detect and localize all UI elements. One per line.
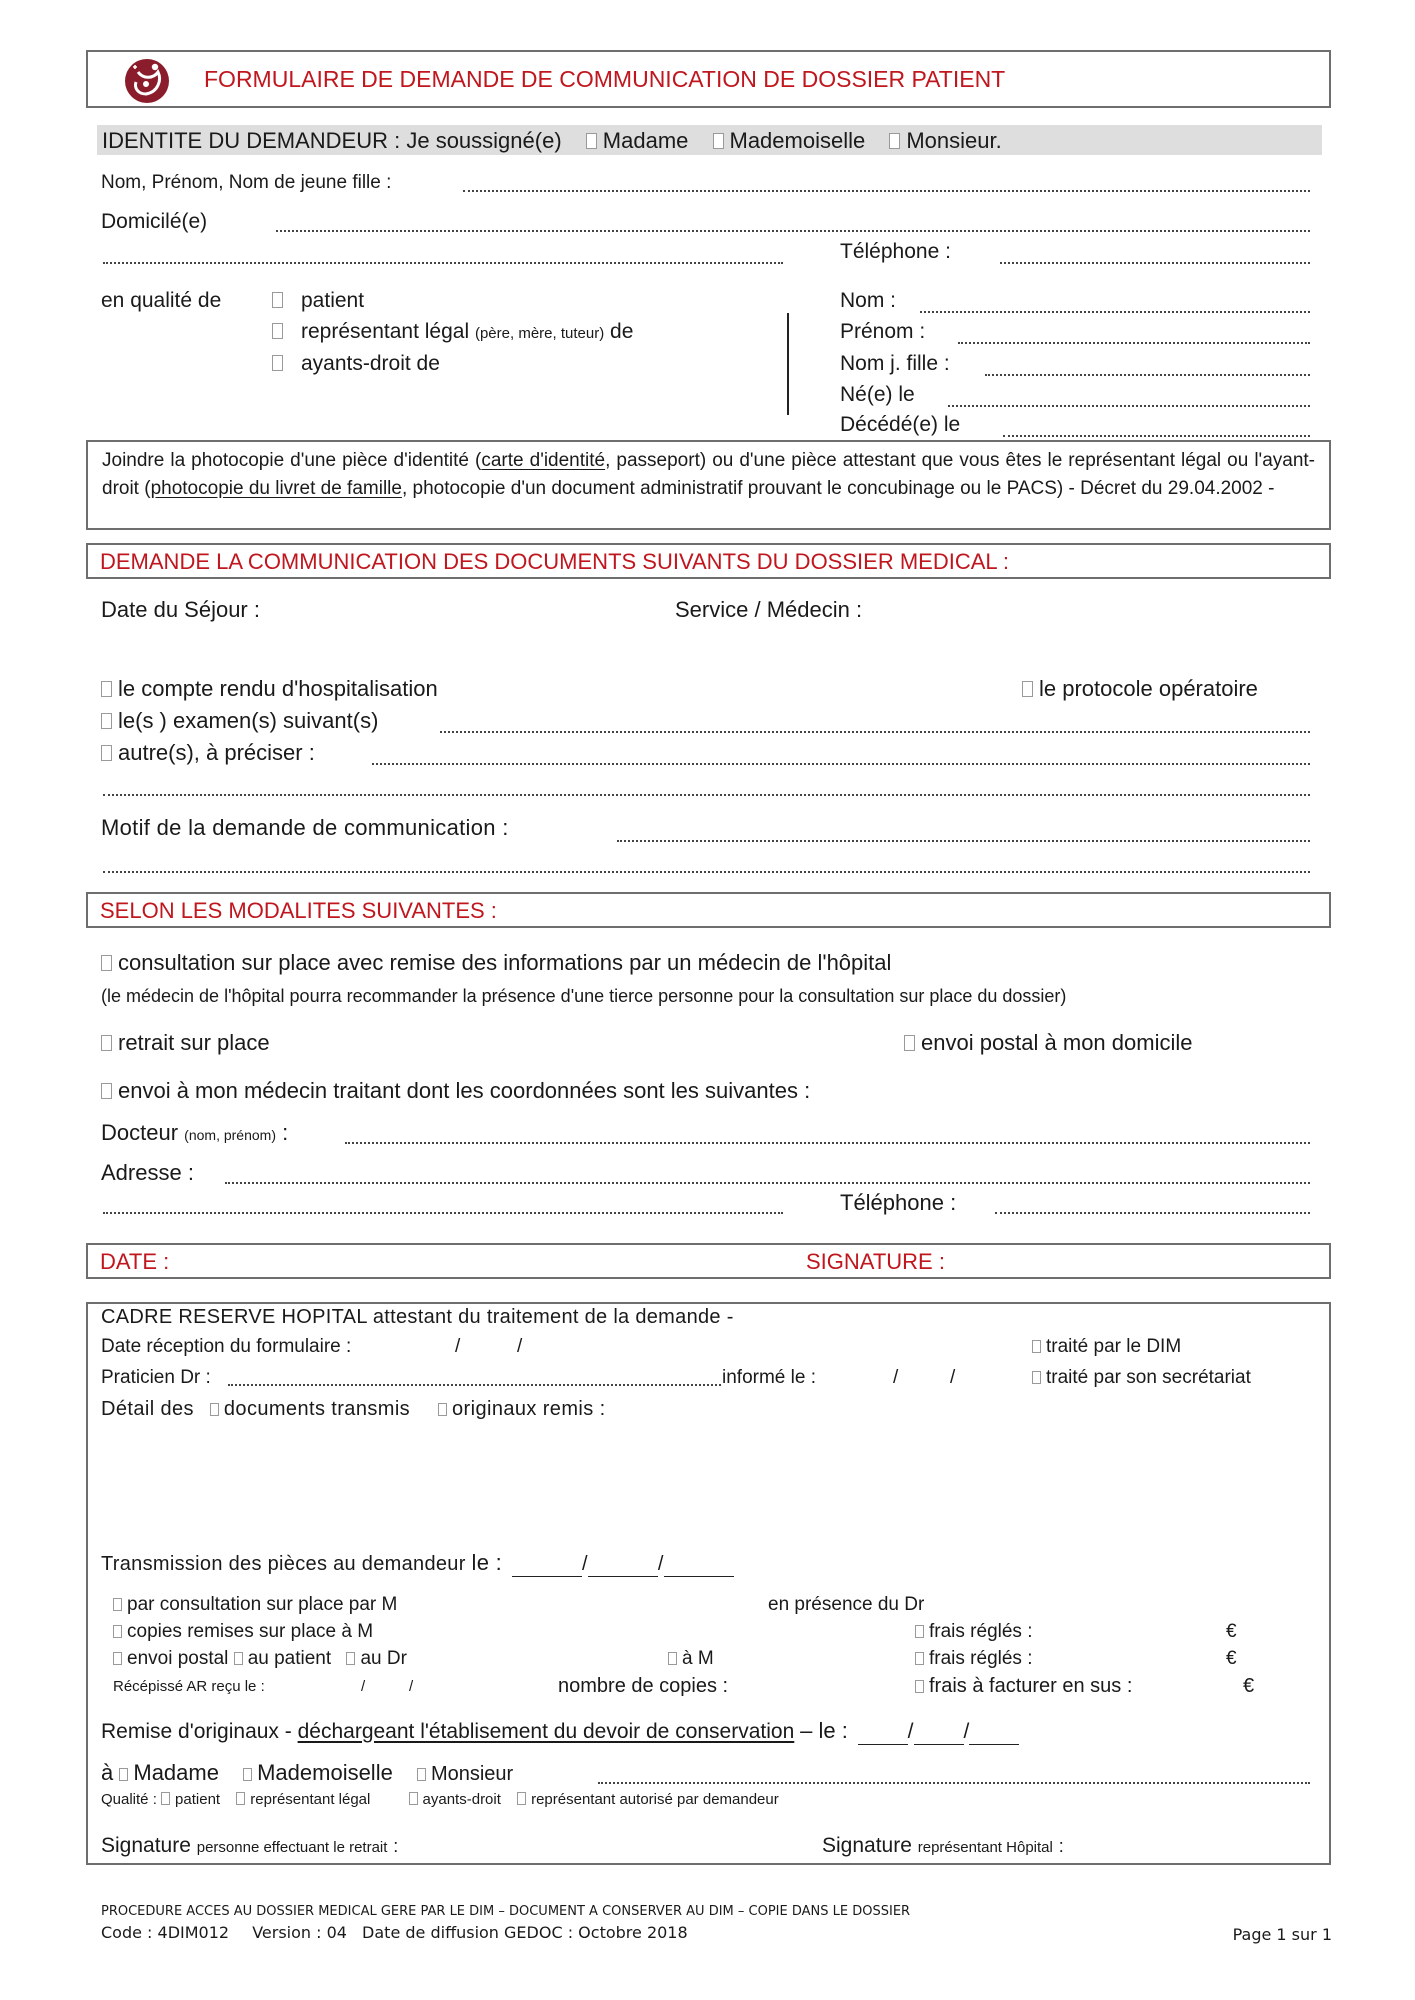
patient-maiden-label: Nom j. fille :: [840, 352, 950, 375]
checkbox[interactable]: [210, 1403, 219, 1416]
doc-option-other[interactable]: [101, 740, 315, 766]
originals-row: [101, 1718, 1019, 1745]
option-fees-extra[interactable]: [915, 1675, 1132, 1698]
checkbox[interactable]: [101, 1035, 112, 1051]
checkbox[interactable]: [904, 1035, 915, 1051]
practitioner-label: Praticien Dr :: [101, 1367, 211, 1388]
domicile-field-line2[interactable]: [103, 262, 783, 264]
checkbox[interactable]: [915, 1680, 924, 1693]
recipient-mademoiselle[interactable]: [243, 1760, 393, 1785]
modality-pickup[interactable]: [101, 1030, 270, 1056]
option-copies-onsite[interactable]: [113, 1621, 373, 1643]
checkbox[interactable]: [409, 1792, 418, 1805]
practitioner-field[interactable]: [228, 1384, 721, 1386]
modality-onsite-label: consultation sur place avec remise des informations par un médecin de l'hôpital: [118, 950, 892, 975]
receipt-slash-1: /: [361, 1678, 366, 1695]
checkbox[interactable]: [113, 1625, 122, 1638]
quality-label: Qualité :: [101, 1791, 157, 1808]
option-to-patient-label: au patient: [247, 1648, 332, 1669]
checkbox[interactable]: [161, 1792, 170, 1805]
option-to-m[interactable]: [668, 1648, 714, 1670]
checkbox[interactable]: [243, 1768, 252, 1781]
checkbox[interactable]: [272, 292, 283, 308]
doctor-phone-label: Téléphone :: [840, 1190, 957, 1215]
vertical-divider: [787, 313, 789, 415]
date-signature-bar: [86, 1243, 1331, 1279]
doctor-label-text: Docteur: [101, 1120, 179, 1145]
checkbox[interactable]: [113, 1598, 122, 1611]
checkbox[interactable]: [668, 1652, 677, 1665]
patient-death-field[interactable]: [1003, 435, 1310, 437]
form-header: [86, 50, 1331, 108]
option-docs-sent[interactable]: [210, 1398, 410, 1420]
doctor-label-note: (nom, prénom): [184, 1127, 276, 1143]
domicile-field[interactable]: [276, 230, 1310, 232]
capacity-patient-label: patient: [301, 289, 365, 312]
doc-option-exams-label: le(s ) examen(s) suivant(s): [118, 708, 379, 733]
informed-slash-1: /: [893, 1367, 899, 1388]
signature-left: [101, 1834, 398, 1858]
checkbox[interactable]: [101, 713, 112, 729]
checkbox[interactable]: [438, 1403, 447, 1416]
doctor-phone-field[interactable]: [995, 1212, 1310, 1214]
domicile-label: Domicilé(e): [101, 210, 208, 233]
doc-option-hospital-report[interactable]: [101, 676, 438, 702]
checkbox[interactable]: [236, 1792, 245, 1805]
checkbox[interactable]: [113, 1652, 122, 1665]
signature-left-colon: :: [393, 1836, 399, 1856]
option-originals[interactable]: [438, 1398, 606, 1420]
doc-option-hospital-report-label: le compte rendu d'hospitalisation: [118, 676, 438, 701]
checkbox[interactable]: [101, 745, 112, 761]
option-dim-label: traité par le DIM: [1046, 1336, 1182, 1357]
originals-day[interactable]: [858, 1720, 908, 1745]
quality-patient-label: patient: [175, 1791, 221, 1808]
originals-month[interactable]: [914, 1720, 964, 1745]
quality-row: [101, 1791, 779, 1808]
recipient-madame[interactable]: [119, 1760, 219, 1785]
checkbox[interactable]: [272, 355, 283, 371]
doc-option-other-label: autre(s), à préciser :: [118, 740, 315, 765]
checkbox[interactable]: [517, 1792, 526, 1805]
option-copies-onsite-label: copies remises sur place à M: [127, 1621, 374, 1642]
modality-mail-home-label: envoi postal à mon domicile: [921, 1030, 1193, 1055]
quality-patient[interactable]: [161, 1791, 220, 1808]
checkbox[interactable]: [1022, 681, 1033, 697]
civility-mademoiselle[interactable]: [713, 128, 866, 153]
footer-procedure: PROCEDURE ACCES AU DOSSIER MEDICAL GERE PAR LE DIM – DOCUMENT A CONSERVER AU DIM – COPIE DANS LE DOSSIER: [101, 1904, 911, 1919]
transmission-year[interactable]: [664, 1553, 734, 1577]
currency-3: €: [1243, 1675, 1255, 1697]
stay-date-label: Date du Séjour :: [101, 597, 260, 622]
signature-right-label: Signature: [822, 1834, 912, 1857]
modality-mail-home[interactable]: [904, 1030, 1192, 1056]
modality-pickup-label: retrait sur place: [118, 1030, 270, 1055]
modality-to-doctor[interactable]: [101, 1078, 810, 1104]
footer-diffusion: Date de diffusion GEDOC : Octobre 2018: [362, 1923, 688, 1942]
reception-slash-2: /: [517, 1336, 523, 1357]
identity-heading: [102, 128, 1002, 154]
reception-slash-1: /: [455, 1336, 461, 1357]
recipient-monsieur-label: Monsieur: [430, 1763, 514, 1785]
patient-birth-field[interactable]: [948, 405, 1310, 407]
recipient-madame-label: Madame: [133, 1760, 219, 1785]
option-originals-label: originaux remis :: [452, 1398, 606, 1420]
option-fees-extra-label: frais à facturer en sus :: [929, 1675, 1133, 1697]
option-to-patient[interactable]: [234, 1648, 331, 1669]
signature-right: [822, 1834, 1064, 1858]
checkbox[interactable]: [1032, 1371, 1041, 1384]
originals-le: – le :: [800, 1718, 848, 1743]
option-to-dr-label: au Dr: [360, 1648, 407, 1669]
transmission-le: le :: [471, 1550, 503, 1575]
footer-code: Code : 4DIM012: [101, 1923, 230, 1942]
originals-year[interactable]: [969, 1720, 1019, 1745]
doc-option-operative-protocol[interactable]: [1022, 676, 1258, 702]
doc-option-operative-protocol-label: le protocole opératoire: [1039, 676, 1258, 701]
originals-label: Remise d'originaux -: [101, 1720, 292, 1743]
signature-left-label: Signature: [101, 1834, 191, 1857]
patient-death-label: Décédé(e) le: [840, 413, 961, 436]
checkbox[interactable]: [101, 955, 112, 971]
recipient-monsieur[interactable]: [417, 1763, 513, 1785]
civility-monsieur[interactable]: [889, 128, 1001, 153]
reason-field-line2[interactable]: [103, 871, 1310, 873]
checkbox[interactable]: [119, 1768, 128, 1781]
postal-row: [113, 1648, 407, 1670]
exams-field[interactable]: [440, 731, 1310, 733]
date-label: DATE :: [100, 1249, 170, 1274]
copies-count-label: nombre de copies :: [558, 1675, 729, 1697]
recipient-mademoiselle-label: Mademoiselle: [257, 1760, 393, 1785]
recipient-prefix: à: [101, 1760, 114, 1785]
modality-onsite[interactable]: [101, 950, 891, 976]
option-by-consult[interactable]: [113, 1594, 397, 1616]
signature-right-colon: :: [1058, 1836, 1064, 1856]
option-to-m-label: à M: [682, 1648, 714, 1669]
service-label: Service / Médecin :: [675, 597, 863, 622]
documents-section-header: [86, 543, 1331, 579]
modalities-heading: SELON LES MODALITES SUIVANTES :: [100, 898, 497, 923]
doctor-label: [101, 1120, 288, 1146]
option-secretary[interactable]: [1032, 1367, 1251, 1389]
address-field[interactable]: [225, 1182, 1310, 1184]
name-label: Nom, Prénom, Nom de jeune fille :: [101, 172, 392, 193]
other-field[interactable]: [372, 763, 1310, 765]
signature-label: SIGNATURE :: [806, 1249, 945, 1274]
checkbox[interactable]: [915, 1652, 924, 1665]
capacity-patient[interactable]: [272, 289, 364, 313]
doctor-label-colon: :: [282, 1120, 289, 1145]
checkbox[interactable]: [234, 1652, 243, 1665]
option-by-consult-label: par consultation sur place par M: [127, 1594, 398, 1615]
slash: /: [963, 1720, 970, 1743]
reason-field[interactable]: [617, 840, 1310, 842]
transmission-day[interactable]: [512, 1553, 582, 1577]
modalities-section-header: [86, 892, 1331, 928]
presence-dr-label: en présence du Dr: [768, 1594, 925, 1615]
checkbox[interactable]: [889, 133, 900, 149]
identity-heading-text: IDENTITE DU DEMANDEUR : Je soussigné(e): [102, 128, 562, 153]
option-to-dr[interactable]: [346, 1648, 406, 1669]
other-field-line2[interactable]: [103, 794, 1310, 796]
hospital-heading: CADRE RESERVE HOPITAL attestant du traitement de la demande -: [101, 1306, 734, 1328]
checkbox[interactable]: [1032, 1340, 1041, 1353]
receipt-slash-2: /: [409, 1678, 414, 1695]
quality-authorized-rep-label: représentant autorisé par demandeur: [531, 1791, 779, 1808]
checkbox[interactable]: [346, 1652, 355, 1665]
patient-nom-label: Nom :: [840, 289, 897, 312]
capacity-heirs[interactable]: [272, 352, 440, 376]
currency-1: €: [1226, 1621, 1237, 1642]
civility-monsieur-label: Monsieur.: [906, 128, 1002, 153]
option-secretary-label: traité par son secrétariat: [1046, 1367, 1251, 1388]
transmission-label: Transmission des pièces au demandeur: [101, 1553, 466, 1575]
capacity-heirs-label: ayants-droit de: [301, 352, 440, 375]
checkbox[interactable]: [713, 133, 724, 149]
quality-authorized-rep[interactable]: [517, 1791, 779, 1808]
modality-onsite-note: (le médecin de l'hôpital pourra recommander la présence d'une tierce personne pour la consultation sur place du dossier): [101, 986, 1067, 1006]
patient-maiden-field[interactable]: [985, 374, 1310, 376]
civility-madame-label: Madame: [602, 128, 689, 153]
slash: /: [907, 1720, 914, 1743]
slash: /: [581, 1553, 588, 1575]
option-fees-paid-1[interactable]: [915, 1621, 1032, 1643]
footer-page: Page 1 sur 1: [1232, 1925, 1332, 1944]
notice-family-book: photocopie du livret de famille: [150, 478, 402, 499]
hospital-logo-icon: [124, 58, 170, 109]
doc-option-exams[interactable]: [101, 708, 378, 734]
recipient-civility-row: [101, 1760, 513, 1786]
option-postal[interactable]: [113, 1648, 228, 1669]
checkbox[interactable]: [417, 1768, 426, 1781]
receipt-label: Récépissé AR reçu le :: [113, 1678, 265, 1695]
notice-id-card: carte d'identité: [481, 450, 606, 471]
notice-text-2: , passeport) ou d'une pièce attestant que vous êtes le représentant légal ou l'ayant-droit (: [102, 450, 1315, 499]
transmission-row: [101, 1550, 734, 1577]
option-postal-label: envoi postal: [127, 1648, 229, 1669]
option-fees-paid-2[interactable]: [915, 1648, 1032, 1670]
notice-text-1: Joindre la photocopie d'une pièce d'identité (: [102, 450, 482, 471]
phone-label: Téléphone :: [840, 240, 951, 263]
signature-left-note: personne effectuant le retrait: [196, 1839, 388, 1856]
option-docs-sent-label: documents transmis: [223, 1398, 411, 1420]
capacity-legal-rep-suffix: de: [610, 320, 634, 343]
capacity-legal-rep-note: (père, mère, tuteur): [474, 325, 605, 342]
patient-nom-field[interactable]: [920, 311, 1310, 313]
option-fees-paid-2-label: frais réglés :: [929, 1648, 1033, 1669]
checkbox[interactable]: [101, 1083, 112, 1099]
patient-prenom-label: Prénom :: [840, 320, 926, 343]
address-label: Adresse :: [101, 1160, 194, 1185]
capacity-legal-rep[interactable]: [272, 320, 633, 344]
originals-discharge-note: déchargeant l'établisement du devoir de conservation: [297, 1720, 795, 1743]
name-field[interactable]: [463, 190, 1310, 192]
footer-version: Version : 04: [252, 1923, 347, 1942]
detail-label: Détail des: [101, 1398, 194, 1420]
form-title: FORMULAIRE DE DEMANDE DE COMMUNICATION DE DOSSIER PATIENT: [204, 66, 1006, 92]
checkbox[interactable]: [915, 1625, 924, 1638]
checkbox[interactable]: [272, 323, 283, 339]
recipient-name-field[interactable]: [598, 1782, 1310, 1784]
quality-legal-rep-label: représentant légal: [250, 1791, 371, 1808]
civility-mademoiselle-label: Mademoiselle: [729, 128, 866, 153]
patient-birth-label: Né(e) le: [840, 383, 915, 406]
capacity-legal-rep-label: représentant légal: [301, 320, 470, 343]
informed-label: informé le :: [722, 1367, 816, 1388]
signature-right-note: représentant Hôpital: [917, 1839, 1053, 1856]
detail-row: [101, 1398, 606, 1421]
reason-label: Motif de la demande de communication :: [101, 815, 509, 840]
id-document-notice: [86, 440, 1331, 530]
quality-heirs-label: ayants-droit: [422, 1791, 501, 1808]
currency-2: €: [1226, 1648, 1237, 1669]
documents-heading: DEMANDE LA COMMUNICATION DES DOCUMENTS SUIVANTS DU DOSSIER MEDICAL :: [100, 549, 1010, 574]
capacity-label: en qualité de: [101, 289, 222, 312]
doctor-field[interactable]: [345, 1142, 1310, 1144]
reception-label: Date réception du formulaire :: [101, 1336, 352, 1357]
option-fees-paid-1-label: frais réglés :: [929, 1621, 1033, 1642]
civility-madame[interactable]: [586, 128, 689, 153]
patient-prenom-field[interactable]: [958, 342, 1310, 344]
notice-text-3: , photocopie d'un document administratif prouvant le concubinage ou le PACS) - Décret du 29.04.2002 -: [401, 478, 1275, 499]
informed-slash-2: /: [950, 1367, 956, 1388]
quality-legal-rep[interactable]: [236, 1791, 370, 1808]
phone-field[interactable]: [1000, 262, 1310, 264]
checkbox[interactable]: [101, 681, 112, 697]
address-field-line2[interactable]: [103, 1212, 783, 1214]
quality-heirs[interactable]: [409, 1791, 501, 1808]
option-dim[interactable]: [1032, 1336, 1181, 1358]
modality-to-doctor-label: envoi à mon médecin traitant dont les coordonnées sont les suivantes :: [118, 1078, 811, 1103]
transmission-month[interactable]: [588, 1553, 658, 1577]
checkbox[interactable]: [586, 133, 597, 149]
footer-meta: [101, 1923, 688, 1942]
slash: /: [657, 1553, 664, 1575]
